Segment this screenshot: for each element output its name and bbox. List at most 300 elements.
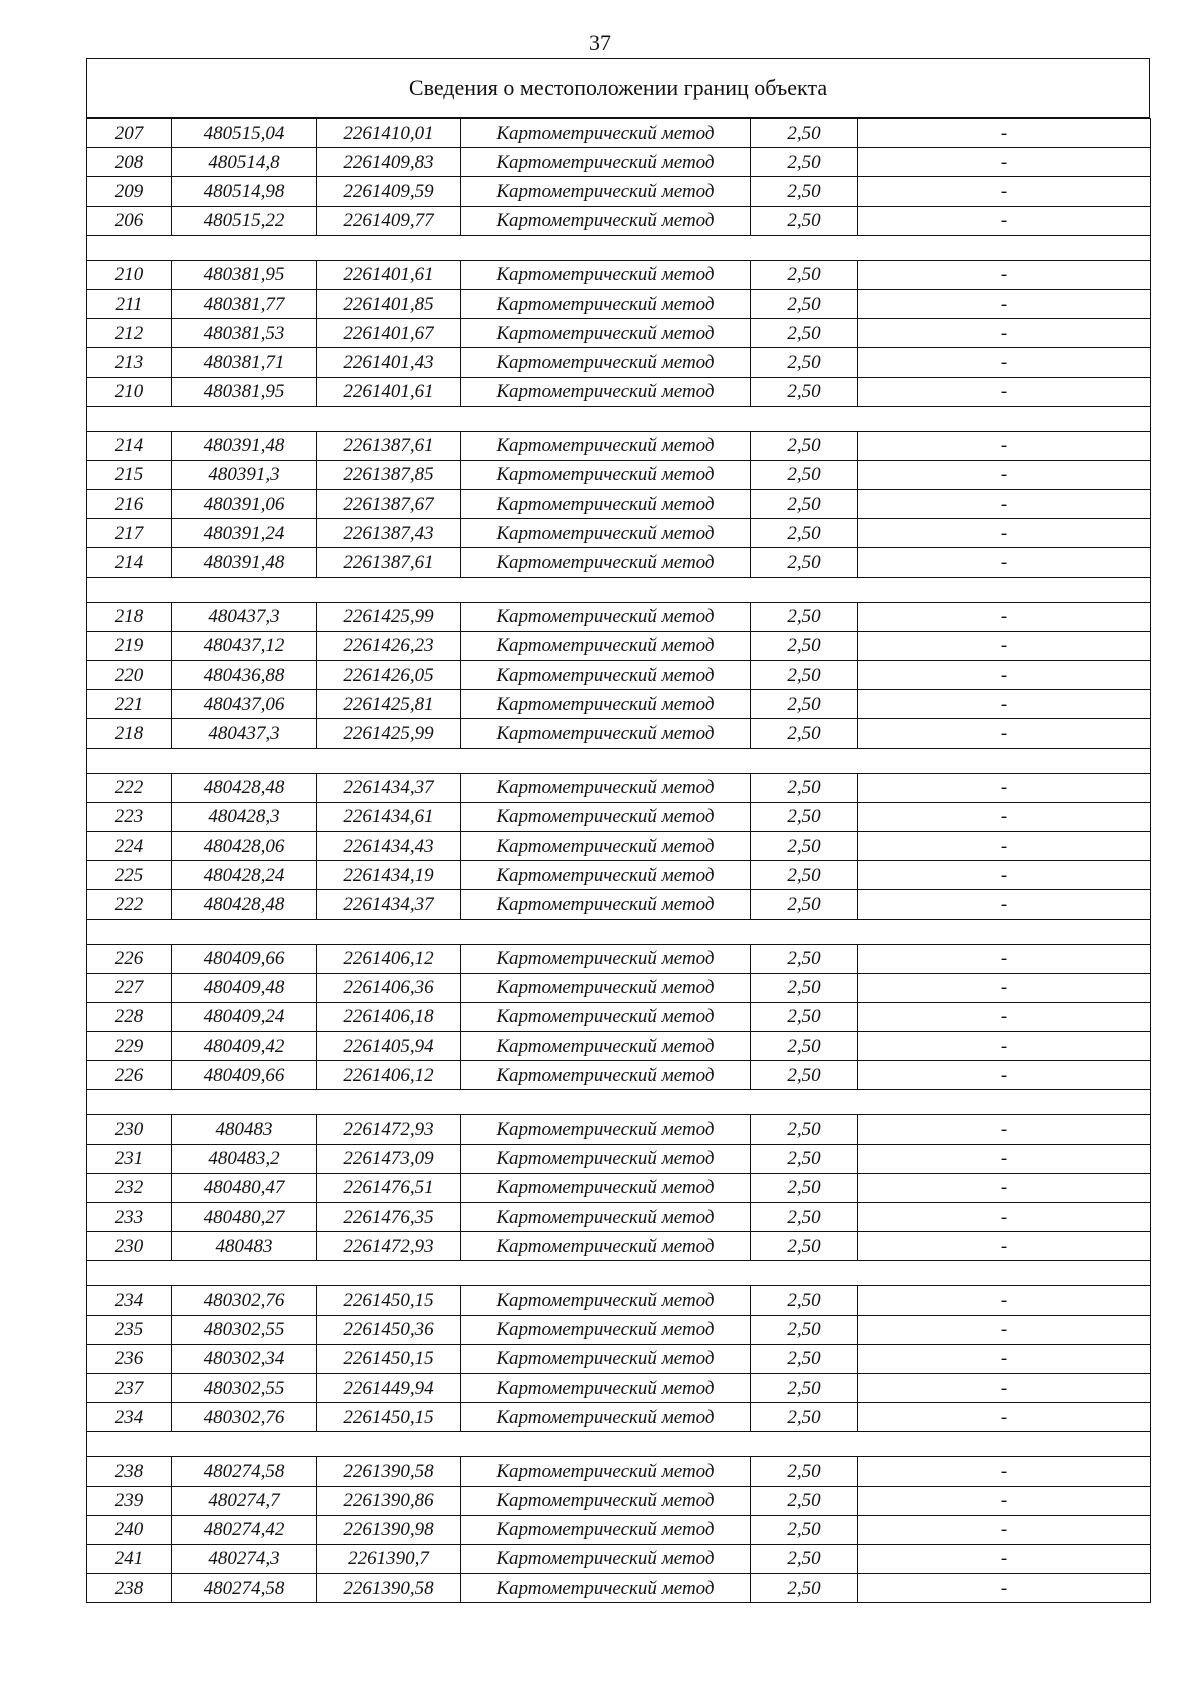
precision-cell: 2,50 [751,1457,858,1486]
method-cell: Картометрический метод [461,1486,751,1515]
precision-cell: 2,50 [751,460,858,489]
precision-cell: 2,50 [751,1061,858,1090]
y-coordinate-cell: 2261390,58 [317,1574,461,1603]
precision-cell: 2,50 [751,1315,858,1344]
point-number-cell: 234 [87,1286,172,1315]
method-cell: Картометрический метод [461,1173,751,1202]
point-number-cell: 212 [87,319,172,348]
method-cell: Картометрический метод [461,631,751,660]
point-number-cell: 218 [87,719,172,748]
description-cell: - [858,1457,1151,1486]
point-number-cell: 224 [87,831,172,860]
x-coordinate-cell: 480428,24 [172,861,317,890]
y-coordinate-cell: 2261387,43 [317,519,461,548]
table-row [87,1032,1151,1061]
description-cell: - [858,1373,1151,1402]
precision-cell: 2,50 [751,319,858,348]
separator-cell [87,919,1151,944]
precision-cell: 2,50 [751,1515,858,1544]
y-coordinate-cell: 2261401,61 [317,260,461,289]
description-cell: - [858,206,1151,235]
precision-cell: 2,50 [751,661,858,690]
precision-cell: 2,50 [751,1373,858,1402]
separator-cell [87,406,1151,431]
point-number-cell: 218 [87,602,172,631]
x-coordinate-cell: 480515,04 [172,119,317,148]
table-row [87,289,1151,318]
method-cell: Картометрический метод [461,1574,751,1603]
description-cell: - [858,631,1151,660]
x-coordinate-cell: 480514,8 [172,148,317,177]
precision-cell: 2,50 [751,631,858,660]
precision-cell: 2,50 [751,1032,858,1061]
table-row [87,519,1151,548]
table-row [87,1544,1151,1573]
group-separator-row [87,1261,1151,1286]
x-coordinate-cell: 480437,3 [172,602,317,631]
point-number-cell: 231 [87,1144,172,1173]
y-coordinate-cell: 2261390,7 [317,1544,461,1573]
table-row [87,460,1151,489]
description-cell: - [858,802,1151,831]
x-coordinate-cell: 480381,95 [172,377,317,406]
method-cell: Картометрический метод [461,1144,751,1173]
method-cell: Картометрический метод [461,1403,751,1432]
description-cell: - [858,1002,1151,1031]
point-number-cell: 230 [87,1115,172,1144]
description-cell: - [858,1574,1151,1603]
y-coordinate-cell: 2261425,99 [317,602,461,631]
description-cell: - [858,260,1151,289]
method-cell: Картометрический метод [461,831,751,860]
point-number-cell: 220 [87,661,172,690]
precision-cell: 2,50 [751,973,858,1002]
table-row [87,1515,1151,1544]
y-coordinate-cell: 2261390,58 [317,1457,461,1486]
separator-cell [87,748,1151,773]
precision-cell: 2,50 [751,773,858,802]
x-coordinate-cell: 480437,12 [172,631,317,660]
point-number-cell: 237 [87,1373,172,1402]
method-cell: Картометрический метод [461,377,751,406]
precision-cell: 2,50 [751,1173,858,1202]
table-row [87,319,1151,348]
x-coordinate-cell: 480274,3 [172,1544,317,1573]
x-coordinate-cell: 480437,3 [172,719,317,748]
point-number-cell: 207 [87,119,172,148]
y-coordinate-cell: 2261434,43 [317,831,461,860]
x-coordinate-cell: 480483,2 [172,1144,317,1173]
y-coordinate-cell: 2261387,61 [317,548,461,577]
precision-cell: 2,50 [751,119,858,148]
table-row [87,1286,1151,1315]
y-coordinate-cell: 2261401,61 [317,377,461,406]
y-coordinate-cell: 2261449,94 [317,1373,461,1402]
description-cell: - [858,1032,1151,1061]
table-row [87,1115,1151,1144]
precision-cell: 2,50 [751,1232,858,1261]
point-number-cell: 239 [87,1486,172,1515]
method-cell: Картометрический метод [461,1002,751,1031]
y-coordinate-cell: 2261406,36 [317,973,461,1002]
y-coordinate-cell: 2261472,93 [317,1232,461,1261]
y-coordinate-cell: 2261406,18 [317,1002,461,1031]
description-cell: - [858,773,1151,802]
precision-cell: 2,50 [751,1203,858,1232]
y-coordinate-cell: 2261401,43 [317,348,461,377]
y-coordinate-cell: 2261387,85 [317,460,461,489]
precision-cell: 2,50 [751,1115,858,1144]
method-cell: Картометрический метод [461,1203,751,1232]
page-number: 37 [589,30,611,55]
separator-cell [87,1090,1151,1115]
x-coordinate-cell: 480274,7 [172,1486,317,1515]
y-coordinate-cell: 2261390,98 [317,1515,461,1544]
precision-cell: 2,50 [751,1403,858,1432]
x-coordinate-cell: 480274,58 [172,1457,317,1486]
precision-cell: 2,50 [751,519,858,548]
method-cell: Картометрический метод [461,602,751,631]
y-coordinate-cell: 2261476,35 [317,1203,461,1232]
point-number-cell: 215 [87,460,172,489]
x-coordinate-cell: 480381,77 [172,289,317,318]
method-cell: Картометрический метод [461,177,751,206]
x-coordinate-cell: 480381,71 [172,348,317,377]
y-coordinate-cell: 2261387,67 [317,490,461,519]
method-cell: Картометрический метод [461,1315,751,1344]
x-coordinate-cell: 480436,88 [172,661,317,690]
group-separator-row [87,1090,1151,1115]
point-number-cell: 240 [87,1515,172,1544]
method-cell: Картометрический метод [461,148,751,177]
precision-cell: 2,50 [751,490,858,519]
y-coordinate-cell: 2261434,61 [317,802,461,831]
table-row [87,661,1151,690]
point-number-cell: 236 [87,1344,172,1373]
point-number-cell: 234 [87,1403,172,1432]
x-coordinate-cell: 480302,55 [172,1315,317,1344]
point-number-cell: 210 [87,260,172,289]
point-number-cell: 238 [87,1574,172,1603]
separator-cell [87,1261,1151,1286]
method-cell: Картометрический метод [461,1373,751,1402]
point-number-cell: 210 [87,377,172,406]
table-row [87,1232,1151,1261]
description-cell: - [858,602,1151,631]
group-separator-row [87,919,1151,944]
x-coordinate-cell: 480428,3 [172,802,317,831]
x-coordinate-cell: 480409,66 [172,1061,317,1090]
method-cell: Картометрический метод [461,802,751,831]
y-coordinate-cell: 2261406,12 [317,944,461,973]
precision-cell: 2,50 [751,548,858,577]
method-cell: Картометрический метод [461,890,751,919]
precision-cell: 2,50 [751,719,858,748]
table-row [87,431,1151,460]
table-row [87,1203,1151,1232]
point-number-cell: 214 [87,431,172,460]
point-number-cell: 221 [87,690,172,719]
group-separator-row [87,577,1151,602]
method-cell: Картометрический метод [461,1515,751,1544]
point-number-cell: 235 [87,1315,172,1344]
table-row [87,1173,1151,1202]
precision-cell: 2,50 [751,690,858,719]
y-coordinate-cell: 2261406,12 [317,1061,461,1090]
x-coordinate-cell: 480483 [172,1115,317,1144]
group-separator-row [87,748,1151,773]
table-row [87,348,1151,377]
method-cell: Картометрический метод [461,1544,751,1573]
method-cell: Картометрический метод [461,1032,751,1061]
x-coordinate-cell: 480391,24 [172,519,317,548]
precision-cell: 2,50 [751,377,858,406]
separator-cell [87,235,1151,260]
x-coordinate-cell: 480437,06 [172,690,317,719]
description-cell: - [858,490,1151,519]
method-cell: Картометрический метод [461,1457,751,1486]
x-coordinate-cell: 480302,55 [172,1373,317,1402]
method-cell: Картометрический метод [461,861,751,890]
y-coordinate-cell: 2261405,94 [317,1032,461,1061]
point-number-cell: 222 [87,773,172,802]
description-cell: - [858,1203,1151,1232]
table-row [87,377,1151,406]
y-coordinate-cell: 2261409,83 [317,148,461,177]
method-cell: Картометрический метод [461,490,751,519]
table-row [87,944,1151,973]
description-cell: - [858,1144,1151,1173]
description-cell: - [858,1061,1151,1090]
point-number-cell: 228 [87,1002,172,1031]
precision-cell: 2,50 [751,1574,858,1603]
description-cell: - [858,973,1151,1002]
y-coordinate-cell: 2261476,51 [317,1173,461,1202]
point-number-cell: 213 [87,348,172,377]
method-cell: Картометрический метод [461,348,751,377]
table-row [87,1486,1151,1515]
x-coordinate-cell: 480409,48 [172,973,317,1002]
y-coordinate-cell: 2261401,67 [317,319,461,348]
precision-cell: 2,50 [751,890,858,919]
y-coordinate-cell: 2261410,01 [317,119,461,148]
x-coordinate-cell: 480302,76 [172,1286,317,1315]
precision-cell: 2,50 [751,1286,858,1315]
table-row [87,148,1151,177]
description-cell: - [858,719,1151,748]
method-cell: Картометрический метод [461,289,751,318]
x-coordinate-cell: 480480,47 [172,1173,317,1202]
description-cell: - [858,548,1151,577]
point-number-cell: 209 [87,177,172,206]
description-cell: - [858,289,1151,318]
table-row [87,890,1151,919]
x-coordinate-cell: 480515,22 [172,206,317,235]
y-coordinate-cell: 2261409,77 [317,206,461,235]
description-cell: - [858,519,1151,548]
table-row [87,548,1151,577]
x-coordinate-cell: 480514,98 [172,177,317,206]
x-coordinate-cell: 480480,27 [172,1203,317,1232]
point-number-cell: 225 [87,861,172,890]
x-coordinate-cell: 480391,06 [172,490,317,519]
precision-cell: 2,50 [751,1002,858,1031]
x-coordinate-cell: 480381,53 [172,319,317,348]
x-coordinate-cell: 480274,42 [172,1515,317,1544]
x-coordinate-cell: 480391,48 [172,548,317,577]
y-coordinate-cell: 2261425,99 [317,719,461,748]
table-row [87,1344,1151,1373]
precision-cell: 2,50 [751,1344,858,1373]
method-cell: Картометрический метод [461,719,751,748]
point-number-cell: 226 [87,944,172,973]
point-number-cell: 226 [87,1061,172,1090]
description-cell: - [858,1115,1151,1144]
description-cell: - [858,944,1151,973]
y-coordinate-cell: 2261425,81 [317,690,461,719]
method-cell: Картометрический метод [461,319,751,348]
boundary-points-table [86,118,1151,1603]
description-cell: - [858,1286,1151,1315]
x-coordinate-cell: 480302,76 [172,1403,317,1432]
method-cell: Картометрический метод [461,1286,751,1315]
table-row [87,802,1151,831]
precision-cell: 2,50 [751,289,858,318]
x-coordinate-cell: 480302,34 [172,1344,317,1373]
description-cell: - [858,431,1151,460]
precision-cell: 2,50 [751,1144,858,1173]
table-body [87,119,1151,1603]
description-cell: - [858,661,1151,690]
description-cell: - [858,460,1151,489]
method-cell: Картометрический метод [461,206,751,235]
table-row [87,1144,1151,1173]
y-coordinate-cell: 2261434,37 [317,890,461,919]
precision-cell: 2,50 [751,1544,858,1573]
point-number-cell: 232 [87,1173,172,1202]
point-number-cell: 214 [87,548,172,577]
x-coordinate-cell: 480391,48 [172,431,317,460]
x-coordinate-cell: 480391,3 [172,460,317,489]
method-cell: Картометрический метод [461,1115,751,1144]
table-row [87,177,1151,206]
y-coordinate-cell: 2261426,23 [317,631,461,660]
description-cell: - [858,1232,1151,1261]
method-cell: Картометрический метод [461,431,751,460]
y-coordinate-cell: 2261434,37 [317,773,461,802]
precision-cell: 2,50 [751,944,858,973]
point-number-cell: 211 [87,289,172,318]
point-number-cell: 233 [87,1203,172,1232]
precision-cell: 2,50 [751,1486,858,1515]
group-separator-row [87,1432,1151,1457]
table-row [87,1002,1151,1031]
description-cell: - [858,348,1151,377]
x-coordinate-cell: 480409,66 [172,944,317,973]
y-coordinate-cell: 2261450,15 [317,1286,461,1315]
y-coordinate-cell: 2261450,15 [317,1344,461,1373]
point-number-cell: 238 [87,1457,172,1486]
precision-cell: 2,50 [751,602,858,631]
precision-cell: 2,50 [751,431,858,460]
method-cell: Картометрический метод [461,1232,751,1261]
method-cell: Картометрический метод [461,690,751,719]
description-cell: - [858,1403,1151,1432]
method-cell: Картометрический метод [461,944,751,973]
x-coordinate-cell: 480428,06 [172,831,317,860]
point-number-cell: 217 [87,519,172,548]
table-row [87,260,1151,289]
separator-cell [87,577,1151,602]
boundary-table-frame [86,58,1150,1603]
method-cell: Картометрический метод [461,1061,751,1090]
precision-cell: 2,50 [751,802,858,831]
table-row [87,719,1151,748]
point-number-cell: 206 [87,206,172,235]
description-cell: - [858,690,1151,719]
method-cell: Картометрический метод [461,519,751,548]
table-row [87,1061,1151,1090]
description-cell: - [858,319,1151,348]
description-cell: - [858,1486,1151,1515]
table-row [87,1457,1151,1486]
description-cell: - [858,831,1151,860]
table-row [87,690,1151,719]
y-coordinate-cell: 2261450,36 [317,1315,461,1344]
method-cell: Картометрический метод [461,260,751,289]
y-coordinate-cell: 2261390,86 [317,1486,461,1515]
x-coordinate-cell: 480409,24 [172,1002,317,1031]
y-coordinate-cell: 2261426,05 [317,661,461,690]
table-row [87,206,1151,235]
description-cell: - [858,1173,1151,1202]
section-title: Сведения о местоположении границ объекта [86,58,1150,118]
method-cell: Картометрический метод [461,973,751,1002]
table-row [87,119,1151,148]
table-row [87,831,1151,860]
table-row [87,1574,1151,1603]
point-number-cell: 219 [87,631,172,660]
method-cell: Картометрический метод [461,460,751,489]
table-row [87,1403,1151,1432]
point-number-cell: 229 [87,1032,172,1061]
x-coordinate-cell: 480409,42 [172,1032,317,1061]
group-separator-row [87,406,1151,431]
table-row [87,1373,1151,1402]
table-row [87,631,1151,660]
description-cell: - [858,861,1151,890]
description-cell: - [858,1315,1151,1344]
method-cell: Картометрический метод [461,548,751,577]
table-row [87,1315,1151,1344]
y-coordinate-cell: 2261472,93 [317,1115,461,1144]
table-row [87,861,1151,890]
table-row [87,973,1151,1002]
method-cell: Картометрический метод [461,661,751,690]
y-coordinate-cell: 2261401,85 [317,289,461,318]
x-coordinate-cell: 480428,48 [172,890,317,919]
point-number-cell: 216 [87,490,172,519]
separator-cell [87,1432,1151,1457]
method-cell: Картометрический метод [461,119,751,148]
precision-cell: 2,50 [751,861,858,890]
description-cell: - [858,1515,1151,1544]
description-cell: - [858,890,1151,919]
y-coordinate-cell: 2261387,61 [317,431,461,460]
x-coordinate-cell: 480381,95 [172,260,317,289]
description-cell: - [858,119,1151,148]
description-cell: - [858,1544,1151,1573]
